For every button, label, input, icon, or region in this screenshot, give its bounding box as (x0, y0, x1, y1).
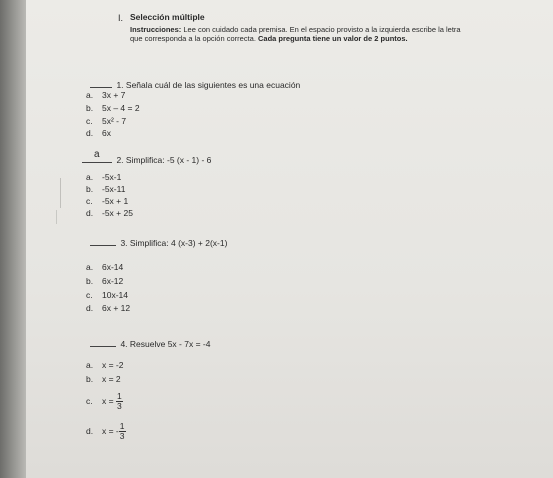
written-answer: a (94, 149, 100, 160)
option-4a: a. x = -2 (86, 360, 124, 370)
option-3d: d. 6x + 12 (86, 303, 131, 313)
answer-blank[interactable] (90, 78, 112, 88)
option-2a: a. -5x-1 (86, 172, 122, 182)
question-3 (90, 233, 227, 251)
instructions-line-1 (130, 25, 461, 34)
option-1c: c. 5x² - 7 (86, 116, 127, 126)
option-4c: c. x = $\frac{1}{3}$ (86, 391, 122, 411)
fraction: $\frac{1}{3}$ (116, 391, 122, 411)
question-2 (82, 150, 211, 168)
fraction: $\frac{1}{3}$ (119, 421, 125, 441)
instructions-text: Lee con cuidado cada premisa. En el espacio provisto a la izquierda escribe la letra (181, 25, 461, 34)
option-3a: a. 6x-14 (86, 262, 124, 272)
answer-blank[interactable] (90, 337, 116, 347)
pencil-mark (60, 178, 67, 208)
question-prompt: 1. Señala cuál de las siguientes es una ecuación (116, 80, 301, 90)
instructions-text-2: que corresponda a la opción correcta. (130, 34, 258, 43)
option-2b: b. -5x-11 (86, 184, 126, 194)
section-number: I. (118, 13, 124, 23)
section-title: Selección múltiple (130, 12, 205, 22)
instructions-bold: Cada pregunta tiene un valor de 2 puntos. (258, 34, 408, 43)
option-3b: b. 6x-12 (86, 276, 124, 286)
pencil-mark (56, 210, 65, 224)
option-2d: d. -5x + 25 (86, 208, 133, 218)
instructions-line-2 (130, 34, 408, 43)
option-1d: d. 6x (86, 128, 111, 138)
question-4 (90, 334, 210, 352)
question-prompt: 2. Simplifica: -5 (x - 1) - 6 (116, 155, 212, 165)
option-1b: b. 5x – 4 = 2 (86, 103, 140, 113)
answer-blank[interactable] (90, 236, 116, 246)
instructions-label: Instrucciones: (130, 25, 182, 34)
question-prompt: 4. Resuelve 5x - 7x = -4 (120, 339, 211, 349)
question-prompt: 3. Simplifica: 4 (x-3) + 2(x-1) (120, 238, 228, 248)
option-3c: c. 10x-14 (86, 290, 128, 300)
answer-blank[interactable] (82, 149, 112, 163)
option-2c: c. -5x + 1 (86, 196, 129, 206)
option-4d: d. x = - $\frac{1}{3}$ (86, 421, 125, 441)
option-1a: a. 3x + 7 (86, 90, 126, 100)
option-4b: b. x = 2 (86, 374, 121, 384)
